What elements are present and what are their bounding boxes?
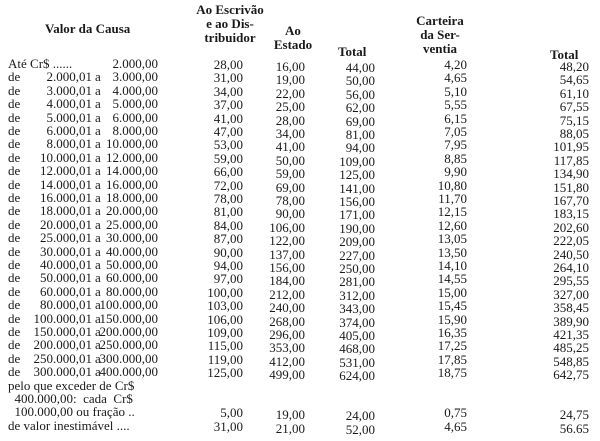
escrivao-value: 94,00 — [213, 258, 243, 273]
total-geral-value: 202,60 — [553, 219, 589, 235]
total-geral-value: 134,90 — [553, 166, 589, 182]
row-to-value: 3.000,00 — [112, 69, 158, 85]
row-a: a — [95, 109, 101, 125]
estado-value: 353,00 — [269, 340, 305, 356]
row-from-value: 300.000,01 — [33, 364, 92, 380]
header-escrivao-line: e ao Dis- — [206, 16, 254, 31]
header-escrivao-line: tribuidor — [204, 30, 256, 45]
row-from-value: 20.000,01 — [40, 216, 92, 232]
row-to-value: 80.000,00 — [106, 283, 158, 299]
row-to-value: 200.000,00 — [99, 324, 158, 339]
row-from-value: 250.000,01 — [33, 350, 92, 366]
row-from-value: 3.000,01 — [46, 82, 92, 98]
row-a: a — [95, 96, 101, 112]
row-from-value: 14.000,01 — [40, 176, 92, 192]
total-geral-value: 67,55 — [559, 99, 589, 115]
escrivao-value: 72,00 — [213, 177, 243, 193]
total-geral-value: 240,50 — [553, 246, 589, 262]
row-prefix: de — [8, 136, 21, 152]
escrivao-value: 5,00 — [220, 405, 243, 421]
carteira-value: 17,25 — [437, 338, 467, 354]
total-value: 24,00 — [345, 408, 375, 424]
escrivao-value: 119,00 — [207, 351, 243, 367]
total-value: 44,00 — [345, 60, 375, 75]
row-a: a — [95, 243, 101, 259]
escrivao-value: 115,00 — [207, 338, 243, 354]
header-valor-da-causa: Valor da Causa — [45, 21, 131, 36]
estado-value: 499,00 — [269, 367, 305, 383]
carteira-value: 15,45 — [437, 298, 467, 314]
total-value: 624,00 — [339, 368, 375, 384]
total-value: 56,00 — [345, 86, 375, 102]
row-prefix: de — [8, 203, 21, 219]
row-from-value: 16.000,01 — [40, 190, 92, 205]
estado-value: 90,00 — [275, 206, 305, 222]
row-to-value: 18.000,00 — [106, 190, 158, 205]
row-a: a — [95, 337, 101, 353]
total-geral-value: 24,75 — [559, 407, 589, 423]
row-prefix: de — [8, 69, 21, 85]
escrivao-value: 100,00 — [207, 284, 243, 300]
estado-value: 156,00 — [269, 260, 305, 275]
estado-value: 268,00 — [269, 313, 305, 329]
row-to-value: 40.000,00 — [106, 243, 158, 259]
row-prefix: Até Cr$ ...... — [8, 56, 73, 71]
row-a: a — [95, 257, 101, 272]
carteira-value: 0,75 — [444, 405, 467, 421]
row-prefix: de — [8, 283, 21, 299]
row-to-value: 150.000,00 — [99, 310, 158, 326]
escrivao-value: 87,00 — [213, 231, 243, 247]
carteira-value: 4,65 — [444, 70, 467, 86]
header-estado-line: Estado — [273, 37, 313, 52]
estado-value: 184,00 — [269, 273, 305, 289]
row-a: a — [95, 364, 101, 380]
escrivao-value: 37,00 — [213, 97, 243, 113]
total-value: 156,00 — [339, 194, 375, 209]
carteira-value: 7,95 — [444, 137, 467, 153]
row-label: 400.000,00: cada Cr$ — [8, 391, 133, 406]
total-geral-value: 56.65 — [559, 420, 589, 436]
row-from-value: 150.000,01 — [33, 324, 92, 339]
total-value: 374,00 — [339, 314, 375, 330]
row-prefix: de — [8, 216, 21, 232]
estado-value: 59,00 — [275, 166, 305, 182]
row-a: a — [95, 190, 101, 205]
header-carteira-line: da Ser- — [420, 27, 460, 42]
row-a: a — [95, 203, 101, 219]
estado-value: 28,00 — [275, 112, 305, 128]
header-carteira-line: ventia — [423, 41, 457, 56]
carteira-value: 5,55 — [444, 97, 467, 113]
row-prefix: de — [8, 96, 21, 112]
header-carteira-line: Carteira — [416, 13, 464, 28]
total-geral-value: 642,75 — [553, 367, 589, 383]
total-geral-value: 389,90 — [553, 313, 589, 329]
total-geral-value: 61,10 — [559, 85, 589, 101]
row-prefix: de — [8, 176, 21, 192]
escrivao-value: 125,00 — [207, 365, 243, 381]
total-value: 125,00 — [339, 167, 375, 183]
row-to-value: 400.000,00 — [99, 364, 158, 380]
row-to-value: 2.000,00 — [112, 56, 158, 71]
row-a: a — [95, 350, 101, 366]
estado-value: 69,00 — [275, 179, 305, 195]
carteira-value: 6,15 — [444, 110, 467, 126]
row-a: a — [95, 216, 101, 232]
total-value: 171,00 — [339, 207, 375, 223]
carteira-value: 16,35 — [437, 325, 467, 340]
row-a: a — [95, 176, 101, 192]
row-to-value: 14.000,00 — [106, 163, 158, 179]
escrivao-value: 78,00 — [213, 191, 243, 206]
row-prefix: de — [8, 324, 21, 339]
total-geral-value: 101,95 — [553, 139, 589, 155]
row-from-value: 25.000,01 — [40, 230, 92, 246]
row-to-value: 100.000,00 — [99, 297, 158, 313]
row-from-value: 2.000,01 — [46, 69, 92, 85]
total-value: 468,00 — [339, 341, 375, 357]
escrivao-value: 66,00 — [213, 164, 243, 180]
total-geral-value: 54,65 — [559, 72, 589, 88]
escrivao-value: 31,00 — [213, 418, 243, 434]
escrivao-value: 103,00 — [207, 298, 243, 314]
row-to-value: 6.000,00 — [112, 109, 158, 125]
carteira-value: 10,80 — [437, 177, 467, 193]
total-value: 250,00 — [339, 261, 375, 276]
row-prefix: de — [8, 82, 21, 98]
row-from-value: 12.000,01 — [40, 163, 92, 179]
row-from-value: 30.000,01 — [40, 243, 92, 259]
row-to-value: 30.000,00 — [106, 230, 158, 246]
row-a: a — [95, 310, 101, 326]
total-geral-value: 421,35 — [553, 327, 589, 342]
carteira-value: 15,90 — [437, 311, 467, 327]
row-prefix: de — [8, 350, 21, 366]
carteira-value: 9,90 — [444, 164, 467, 180]
total-geral-value: 295,55 — [553, 273, 589, 289]
total-geral-value: 327,00 — [553, 286, 589, 302]
total-geral-value: 88,05 — [559, 126, 589, 141]
row-prefix: de — [8, 163, 21, 179]
row-to-value: 60.000,00 — [106, 270, 158, 286]
row-prefix: de — [8, 123, 21, 138]
header-total-geral: Total — [550, 47, 579, 62]
row-to-value: 25.000,00 — [106, 216, 158, 232]
escrivao-value: 53,00 — [213, 137, 243, 153]
escrivao-value: 84,00 — [213, 217, 243, 233]
row-to-value: 16.000,00 — [106, 176, 158, 192]
row-prefix: de — [8, 257, 21, 272]
row-label: pelo que exceder de Cr$ — [8, 377, 135, 393]
carteira-value: 4,20 — [444, 57, 467, 72]
total-value: 52,00 — [345, 421, 375, 437]
estado-value: 78,00 — [275, 193, 305, 208]
carteira-value: 8,85 — [444, 150, 467, 166]
row-from-value: 40.000,01 — [40, 257, 92, 272]
escrivao-value: 28,00 — [213, 57, 243, 72]
escrivao-value: 59,00 — [213, 150, 243, 166]
total-value: 405,00 — [339, 328, 375, 343]
row-from-value: 80.000,01 — [40, 297, 92, 313]
row-prefix: de — [8, 243, 21, 259]
row-to-value: 250.000,00 — [99, 337, 158, 353]
total-geral-value: 48,20 — [559, 59, 589, 74]
estado-value: 21,00 — [275, 420, 305, 436]
total-value: 281,00 — [339, 274, 375, 290]
carteira-value: 4,65 — [444, 418, 467, 434]
carteira-value: 12,60 — [437, 217, 467, 233]
estado-value: 34,00 — [275, 126, 305, 141]
total-geral-value: 264,10 — [553, 260, 589, 275]
total-geral-value: 358,45 — [553, 300, 589, 316]
header-carteira — [400, 14, 480, 56]
row-to-value: 8.000,00 — [112, 123, 158, 138]
row-to-value: 50.000,00 — [106, 257, 158, 272]
row-from-value: 100.000,01 — [33, 310, 92, 326]
estado-value: 296,00 — [269, 327, 305, 342]
row-to-value: 4.000,00 — [112, 82, 158, 98]
estado-value: 41,00 — [275, 139, 305, 155]
row-a: a — [95, 69, 101, 85]
carteira-value: 18,75 — [437, 365, 467, 381]
header-estado — [268, 24, 318, 52]
row-a: a — [95, 136, 101, 152]
row-a: a — [95, 163, 101, 179]
header-escrivao-line: Ao Escrivão — [196, 2, 264, 17]
row-a: a — [95, 82, 101, 98]
estado-value: 50,00 — [275, 152, 305, 168]
row-to-value: 5.000,00 — [112, 96, 158, 112]
total-value: 109,00 — [339, 153, 375, 169]
row-from-value: 6.000,01 — [46, 123, 92, 138]
row-a: a — [95, 283, 101, 299]
row-to-value: 12.000,00 — [106, 149, 158, 165]
row-prefix: de — [8, 190, 21, 205]
carteira-value: 13,05 — [437, 231, 467, 247]
estado-value: 212,00 — [269, 286, 305, 302]
estado-value: 16,00 — [275, 59, 305, 74]
row-a: a — [95, 270, 101, 286]
row-from-value: 4.000,01 — [46, 96, 92, 112]
estado-value: 19,00 — [275, 407, 305, 423]
total-value: 209,00 — [339, 234, 375, 250]
carteira-value: 15,00 — [437, 284, 467, 300]
row-from-value: 10.000,01 — [40, 149, 92, 165]
row-prefix: de — [8, 364, 21, 380]
row-from-value: 60.000,01 — [40, 283, 92, 299]
total-geral-value: 75,15 — [559, 112, 589, 128]
total-value: 69,00 — [345, 113, 375, 129]
total-value: 227,00 — [339, 247, 375, 263]
total-value: 81,00 — [345, 127, 375, 142]
row-from-value: 18.000,01 — [40, 203, 92, 219]
row-from-value: 200.000,01 — [33, 337, 92, 353]
total-value: 50,00 — [345, 73, 375, 89]
total-value: 531,00 — [339, 354, 375, 370]
row-prefix: de — [8, 149, 21, 165]
total-geral-value: 117,85 — [553, 152, 589, 168]
row-to-value: 300.000,00 — [99, 350, 158, 366]
estado-value: 19,00 — [275, 72, 305, 88]
carteira-value: 7,05 — [444, 124, 467, 139]
row-a: a — [95, 324, 101, 339]
carteira-value: 12,15 — [437, 204, 467, 220]
row-from-value: 8.000,01 — [46, 136, 92, 152]
total-geral-value: 183,15 — [553, 206, 589, 222]
total-value: 94,00 — [345, 140, 375, 156]
row-to-value: 20.000,00 — [106, 203, 158, 219]
escrivao-value: 41,00 — [213, 110, 243, 126]
total-geral-value: 222,05 — [553, 233, 589, 249]
escrivao-value: 34,00 — [213, 83, 243, 99]
row-prefix: de — [8, 337, 21, 353]
estado-value: 122,00 — [269, 233, 305, 249]
row-a: a — [95, 123, 101, 138]
escrivao-value: 109,00 — [207, 325, 243, 340]
row-prefix: de — [8, 270, 21, 286]
total-value: 141,00 — [339, 180, 375, 196]
row-prefix: de — [8, 297, 21, 313]
row-a: a — [95, 230, 101, 246]
estado-value: 22,00 — [275, 85, 305, 101]
row-from-value: 5.000,01 — [46, 109, 92, 125]
escrivao-value: 31,00 — [213, 70, 243, 86]
total-geral-value: 548,85 — [553, 353, 589, 369]
total-value: 312,00 — [339, 287, 375, 303]
header-estado-line: Ao — [285, 23, 301, 38]
row-prefix: de — [8, 310, 21, 326]
total-value: 190,00 — [339, 220, 375, 236]
escrivao-value: 81,00 — [213, 204, 243, 220]
carteira-value: 14,55 — [437, 271, 467, 287]
total-value: 62,00 — [345, 100, 375, 116]
carteira-value: 14,10 — [437, 258, 467, 273]
escrivao-value: 97,00 — [213, 271, 243, 287]
row-label: 100.000,00 ou fração .. — [8, 404, 135, 420]
header-total: Total — [338, 44, 367, 59]
row-prefix: de — [8, 109, 21, 125]
row-from-value: 50.000,01 — [40, 270, 92, 286]
carteira-value: 17,85 — [437, 351, 467, 367]
carteira-value: 13,50 — [437, 244, 467, 260]
total-value: 343,00 — [339, 301, 375, 317]
escrivao-value: 106,00 — [207, 311, 243, 327]
total-geral-value: 485,25 — [553, 340, 589, 356]
escrivao-value: 47,00 — [213, 124, 243, 139]
total-geral-value: 167,70 — [553, 193, 589, 208]
row-a: a — [95, 297, 101, 313]
carteira-value: 5,10 — [444, 83, 467, 99]
carteira-value: 11,70 — [438, 191, 467, 206]
estado-value: 25,00 — [275, 99, 305, 115]
row-label: de valor inestimável .... — [8, 417, 130, 433]
estado-value: 137,00 — [269, 246, 305, 262]
estado-value: 240,00 — [269, 300, 305, 316]
row-a: a — [95, 149, 101, 165]
total-geral-value: 151,80 — [553, 179, 589, 195]
estado-value: 106,00 — [269, 219, 305, 235]
estado-value: 412,00 — [269, 353, 305, 369]
row-to-value: 10.000,00 — [106, 136, 158, 152]
escrivao-value: 90,00 — [213, 244, 243, 260]
row-prefix: de — [8, 230, 21, 246]
